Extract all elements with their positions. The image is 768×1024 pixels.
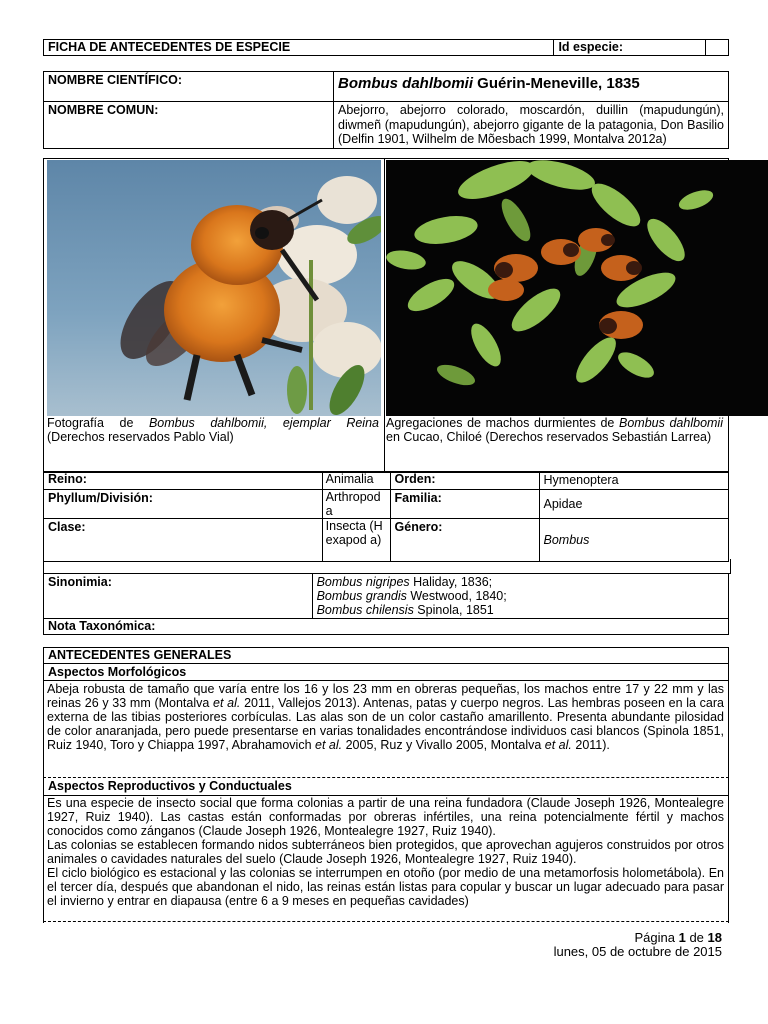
taxonomy-spacer (43, 559, 731, 574)
genero-label: Género: (390, 519, 539, 562)
synonyms-table (43, 573, 729, 635)
scientific-name: Bombus dahlbomii (338, 75, 473, 92)
taxonomy-table (43, 471, 729, 562)
common-name-value: Abejorro, abejorro colorado, moscardón, duillin (mapudungún), diwmeñ (mapudungún), abejorro gigante de la patagonia, Don Basilio (Delfin 1901, Wilhelm de Mõesbach 1999, Montalva 2012a) (334, 102, 729, 149)
scientific-name-cell (334, 72, 729, 102)
left-caption-text: Fotografía de (47, 416, 149, 430)
scientific-author: Guérin-Meneville, 1835 (473, 75, 640, 92)
phyllum-label: Phyllum/División: (44, 490, 323, 519)
sinonimia-label: Sinonimia: (44, 574, 313, 619)
left-caption-species: Bombus dahlbomii, ejemplar Reina (148, 416, 379, 430)
page-of: de (685, 930, 708, 945)
repro-paragraph: Las colonias se establecen formando nidos subterráneos bien protegidos, que aprovechan agujeros construidos por otros animales o cavidades naturales del suelo (Claude Joseph 1926, Montealegre 1927, Ruiz 1940). (47, 838, 724, 866)
synonym-author: Haliday, 1836; (409, 575, 493, 589)
right-caption-credit: en Cucao, Chiloé (Derechos reservados Sebastián Larrea) (386, 430, 712, 444)
morph-text-part: Abeja robusta de tamaño que varía entre los 16 y los 23 mm en obreras pequeñas, los machos entre 17 y 22 mm y las reinas 26 y 33 mm (Montalva (47, 682, 724, 710)
synonym-item (317, 589, 724, 603)
repro-paragraph: Es una especie de insecto social que forma colonias a partir de una reina fundadora (Claude Joseph 1926, Montealegre 1927, Ruiz 1940). Las castas están conformadas por obreras infértiles, una reina potencialmente fértil y machos conocidos como zánganos (Claude Joseph 1926, Montealegre 1927, Ruiz 1940). (47, 796, 724, 838)
general-title: ANTECEDENTES GENERALES (48, 648, 232, 662)
morph-text-part: 2005, Ruz y Vivallo 2005, Montalva (342, 738, 545, 752)
general-rule-1 (43, 663, 729, 664)
genero-value: Bombus (539, 519, 729, 562)
right-caption-species: Bombus dahlbomii (619, 416, 723, 430)
id-label: Id especie: (554, 40, 705, 56)
morph-etal: et al. (544, 738, 572, 752)
left-caption-credit: (Derechos reservados Pablo Vial) (47, 430, 234, 444)
morph-title: Aspectos Morfológicos (48, 665, 187, 679)
sleeping-males-photo (386, 160, 768, 416)
familia-value: Apidae (539, 490, 729, 519)
reino-label: Reino: (44, 472, 323, 490)
synonym-name: Bombus grandis (316, 589, 407, 603)
general-rule-3 (43, 777, 729, 778)
phyllum-text: Arthropod a (325, 490, 381, 518)
synonym-name: Bombus chilensis (316, 603, 414, 617)
general-rule-2 (43, 680, 729, 681)
synonym-author: Spinola, 1851 (413, 603, 494, 617)
clase-label: Clase: (44, 519, 323, 562)
orden-label: Orden: (390, 472, 539, 490)
photo-divider (384, 158, 385, 471)
synonym-name: Bombus nigripes (316, 575, 410, 589)
header-table (43, 39, 729, 56)
morph-text (47, 682, 724, 752)
nota-taxonomica-label: Nota Taxonómica: (44, 619, 729, 635)
names-table (43, 71, 729, 149)
id-value-cell (705, 40, 728, 56)
right-caption-text: Agregaciones de machos durmientes de (386, 416, 619, 430)
sinonimia-list (312, 574, 728, 619)
sheet-title: FICHA DE ANTECEDENTES DE ESPECIE (44, 40, 554, 56)
repro-paragraph: El ciclo biológico es estacional y las colonias se interrumpen en otoño (por medio de una metamorfosis holometábola). En el tercer día, después que abandonan el nido, las reinas están listas para copular y buscar un lugar adecuado para pasar el invierno y entrar en diapausa (entre 6 a 9 meses en pequeñas cavidades) (47, 866, 724, 908)
phyllum-value (322, 490, 390, 519)
page-number: 1 (678, 930, 686, 945)
page-total: 18 (707, 930, 722, 945)
left-photo-caption (47, 416, 379, 444)
familia-label: Familia: (390, 490, 539, 519)
morph-text-part: 2011). (571, 738, 610, 752)
orden-value: Hymenoptera (539, 472, 729, 490)
print-date: lunes, 05 de octubre de 2015 (553, 944, 722, 959)
synonym-author: Westwood, 1840; (406, 589, 507, 603)
reino-value: Animalia (322, 472, 390, 490)
common-name-label: NOMBRE COMUN: (44, 102, 334, 149)
repro-text (47, 796, 724, 922)
scientific-name-label: NOMBRE CIENTÍFICO: (44, 72, 334, 102)
morph-text-part: 2011, Vallejos 2013). Antenas, patas y cuerpo negros. Las hembras poseen en la cara externa de las tibias posteriores corbículas. Las alas son de un color castaño amarillento. Presenta abundante pilosidad de color anaranjada, pero puede presentarse en varias tonalidades encontrándose individuos casi blancos (Spinola 1851, Ruiz 1940, Toro y Chiappa 1997, Abrahamovich (47, 696, 724, 752)
general-rule-bottom (43, 921, 729, 922)
repro-title: Aspectos Reproductivos y Conductuales (48, 779, 292, 793)
synonym-item (317, 575, 724, 589)
page-prefix: Página (634, 930, 679, 945)
right-photo-caption (386, 416, 723, 444)
morph-etal: et al. (213, 696, 241, 710)
morph-etal: et al. (315, 738, 343, 752)
clase-value: Insecta (Hexapod a) (322, 519, 390, 562)
bumblebee-queen-photo (47, 160, 381, 416)
synonym-item (317, 603, 724, 617)
